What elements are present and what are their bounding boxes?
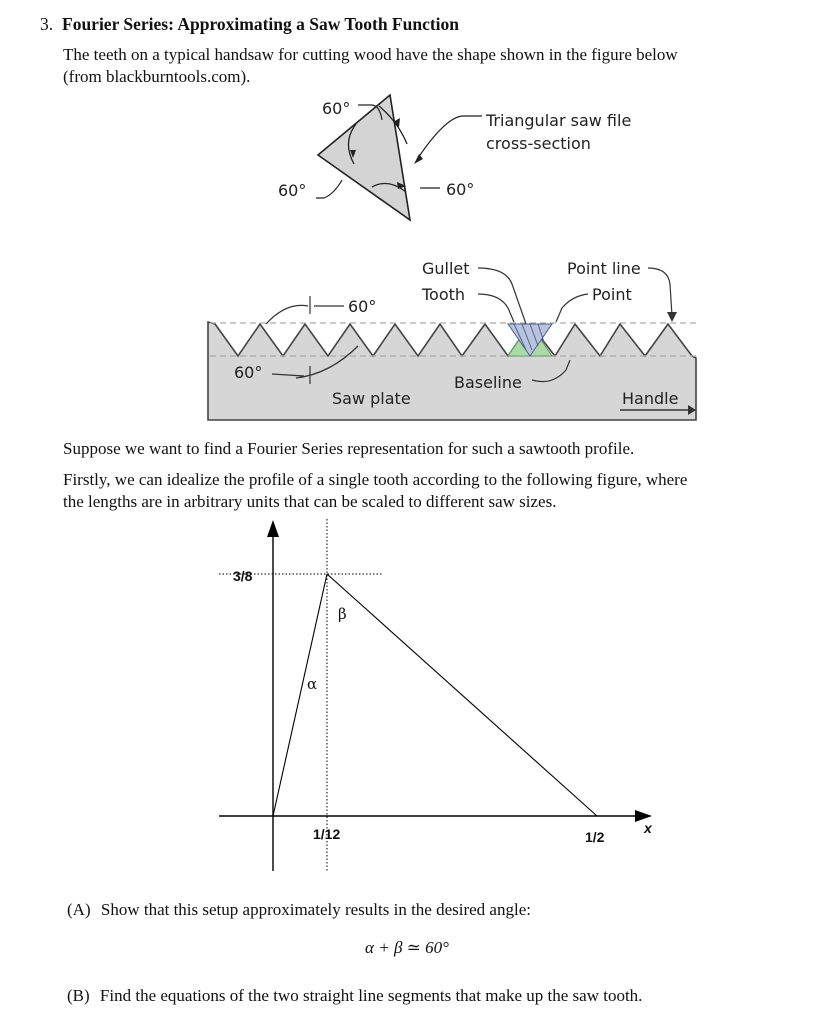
part-a xyxy=(67,899,531,921)
arrowhead xyxy=(414,154,423,164)
file-angle-top: 60° xyxy=(322,99,351,118)
file-callout-line-1: Triangular saw file xyxy=(486,111,632,130)
x-axis-label: x xyxy=(644,820,652,836)
label-point-line: Point line xyxy=(567,259,641,278)
rising-segment xyxy=(273,574,327,816)
file-angle-left: 60° xyxy=(278,181,307,200)
firstly-line-1: Firstly, we can idealize the profile of a single tooth according to the following figure, where xyxy=(63,470,688,489)
intro-paragraph xyxy=(63,44,678,88)
leader-point-line xyxy=(648,268,672,316)
label-baseline: Baseline xyxy=(454,373,522,392)
y-peak-label: 3/8 xyxy=(233,568,253,584)
file-callout-line-2: cross-section xyxy=(486,134,591,153)
leader-gullet xyxy=(478,268,526,324)
arrowhead xyxy=(667,312,677,322)
x-peak-label: 1/12 xyxy=(313,826,341,842)
label-angle-left: 60° xyxy=(234,363,263,382)
beta-label: β xyxy=(338,605,347,623)
part-b-text: Find the equations of the two straight line segments that make up the saw tooth. xyxy=(99,986,643,1005)
label-saw-plate: Saw plate xyxy=(332,389,411,408)
part-a-text: Show that this setup approximately results in the desired angle: xyxy=(100,900,531,919)
part-b xyxy=(67,985,642,1007)
x-end-label: 1/2 xyxy=(585,829,605,845)
leader-left xyxy=(316,180,342,198)
alpha-label: α xyxy=(307,675,318,693)
label-handle: Handle xyxy=(622,389,679,408)
tooth-profile-plot xyxy=(205,515,675,880)
intro-line-1: The teeth on a typical handsaw for cutting wood have the shape shown in the figure below xyxy=(63,45,678,64)
angle-equation: α + β ≃ 60° xyxy=(365,938,449,957)
leader-tooth xyxy=(478,294,514,322)
file-cross-section-figure xyxy=(260,92,660,232)
intro-line-2: (from blackburntools.com). xyxy=(63,67,251,86)
problem-heading xyxy=(40,14,459,35)
tooth-angle-arc-top xyxy=(266,305,308,324)
suppose-paragraph: Suppose we want to find a Fourier Series representation for such a sawtooth profile. xyxy=(63,439,635,458)
problem-number: 3. xyxy=(40,14,54,34)
leader-point xyxy=(556,294,588,322)
saw-tooth-figure xyxy=(200,250,710,425)
label-tooth: Tooth xyxy=(422,285,466,304)
y-axis-arrowhead xyxy=(267,520,279,537)
falling-segment xyxy=(327,574,597,816)
label-angle-top: 60° xyxy=(348,297,377,316)
firstly-paragraph xyxy=(63,469,687,513)
problem-title: Fourier Series: Approximating a Saw Tooth Function xyxy=(62,14,460,34)
part-a-label: (A) xyxy=(67,900,91,919)
firstly-line-2: the lengths are in arbitrary units that can be scaled to different saw sizes. xyxy=(63,492,557,511)
part-b-label: (B) xyxy=(67,986,90,1005)
label-point: Point xyxy=(592,285,632,304)
file-angle-right: 60° xyxy=(446,180,475,199)
leader-callout xyxy=(418,116,482,158)
label-gullet: Gullet xyxy=(422,259,470,278)
